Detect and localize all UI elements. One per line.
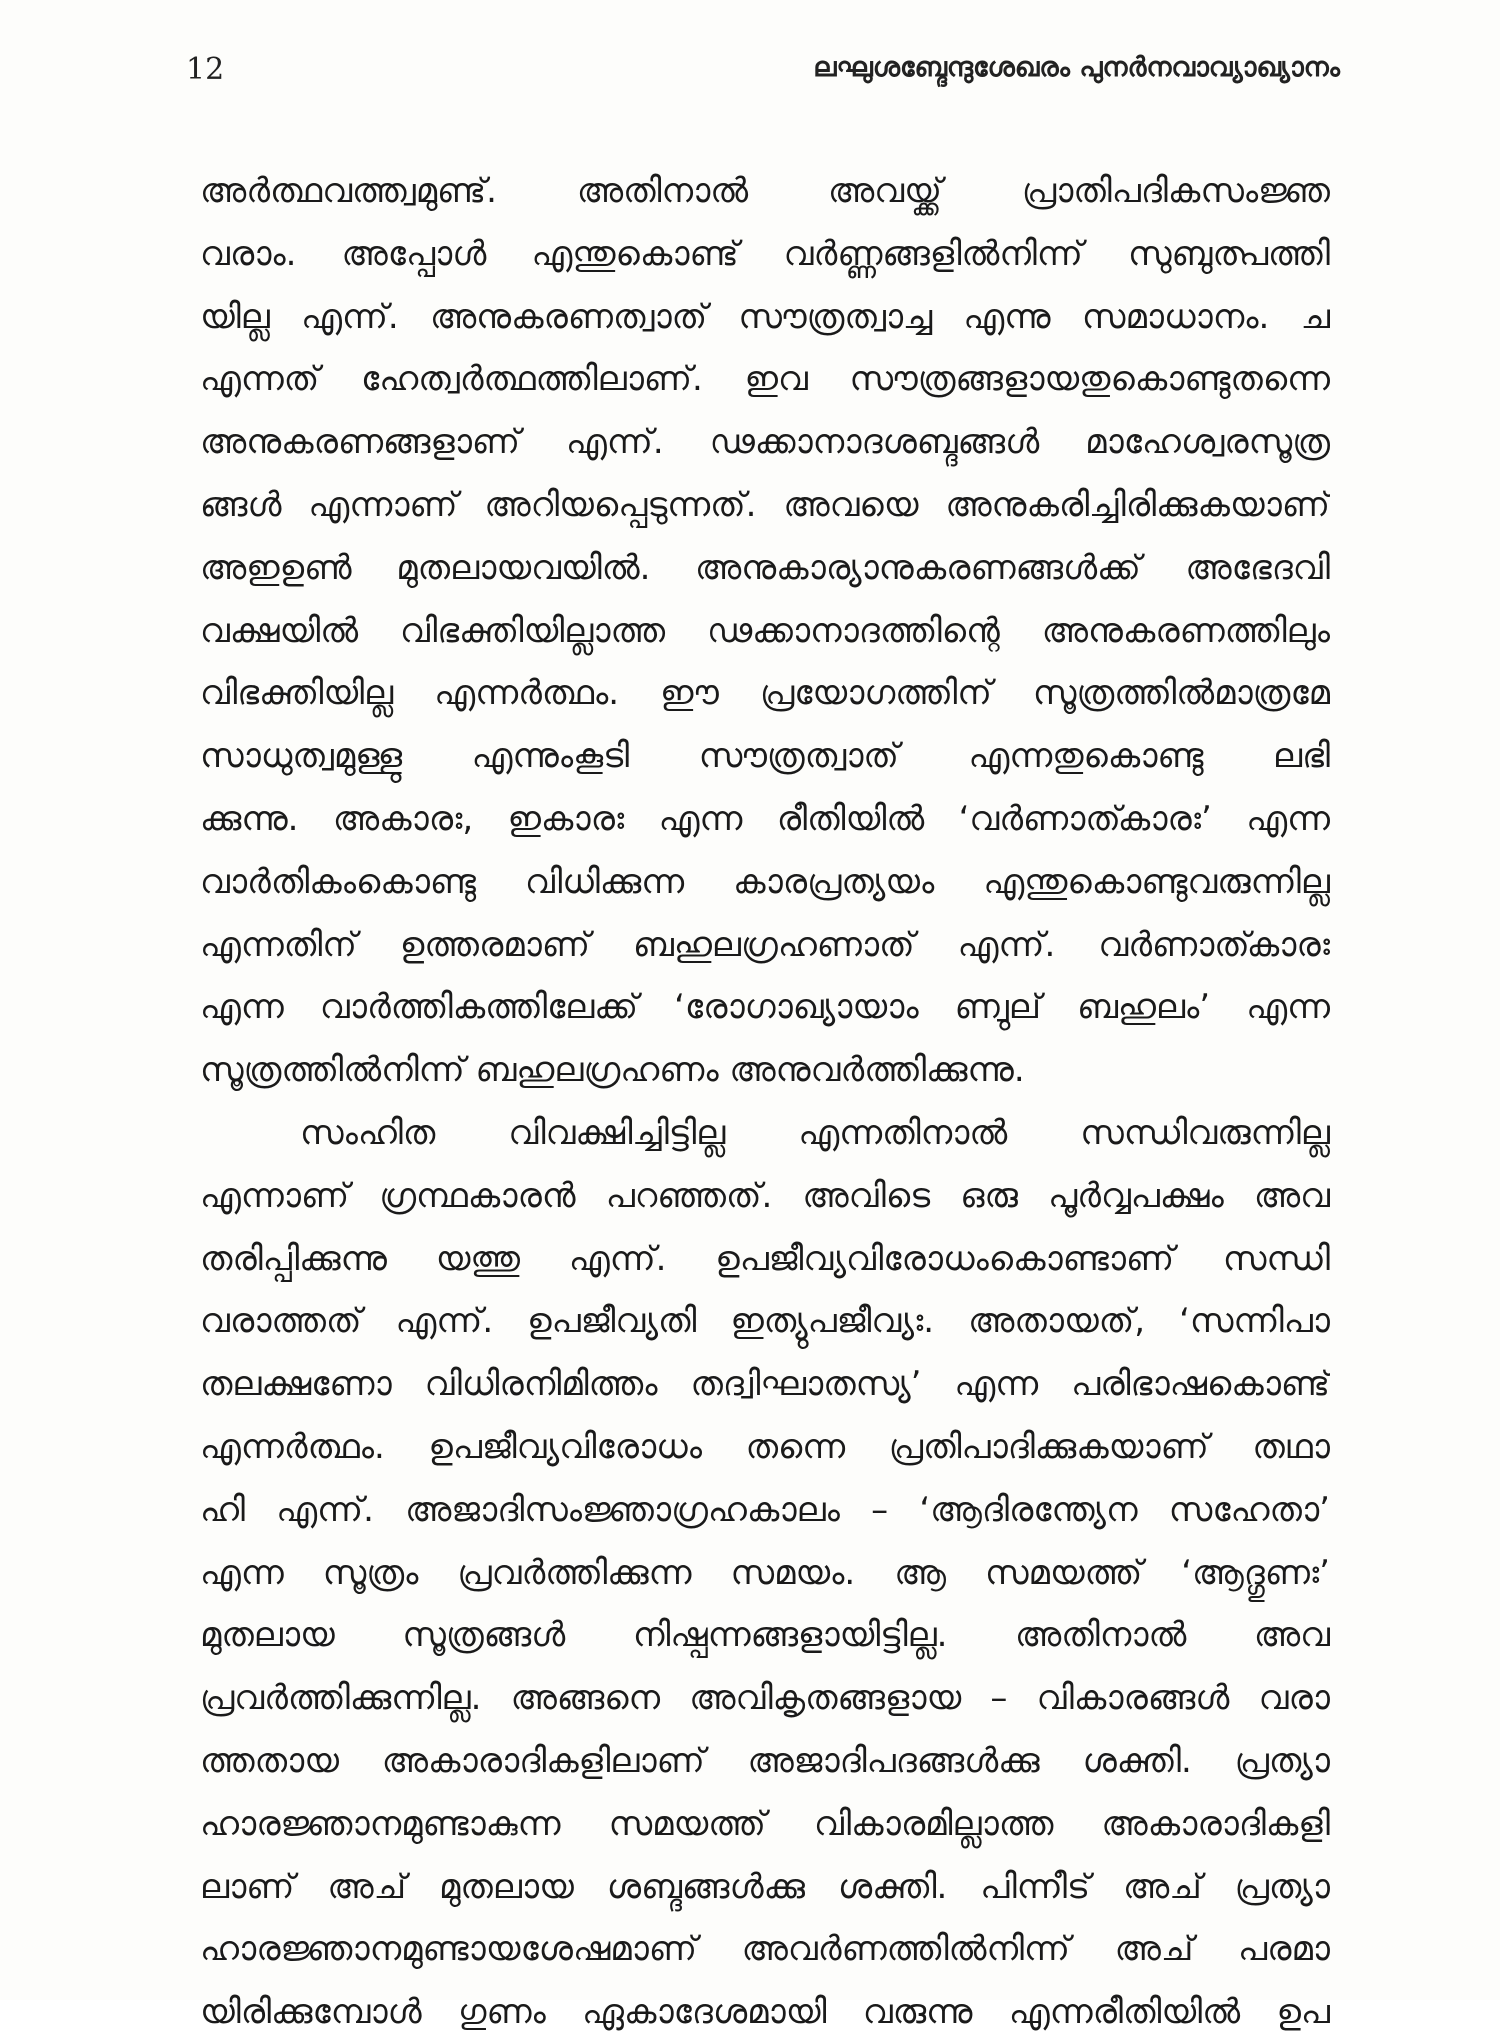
paragraph-end-line: സൂത്രത്തിൽനിന്ന് ബഹുലഗ്രഹണം അനുവർത്തിക്കുന്നു. <box>200 1050 1025 1091</box>
paragraph-start-line: സംഹിത വിവക്ഷിച്ചിട്ടില്ല എന്നതിനാൽ സന്ധിവരുന്നില്ല <box>300 1112 1330 1153</box>
text-line: അഇഉൺ മുതലായവയിൽ. അനുകാര്യാനുകരണങ്ങൾക്ക് അഭേദവി <box>200 547 1330 588</box>
page-number: 12 <box>186 52 225 87</box>
text-line: ക്കുന്നു. അകാരഃ, ഇകാരഃ എന്ന രീതിയിൽ ‘വർണാത്കാരഃ’ എന്ന <box>200 798 1330 839</box>
text-line: എന്ന വാർത്തികത്തിലേക്ക് ‘രോഗാഖ്യായാം ണ്വുല് ബഹുലം’ എന്ന <box>200 987 1330 1028</box>
text-line: വരാത്തത് എന്ന്. ഉപജീവ്യതി ഇത്യുപജീവ്യഃ. അതായത്, ‘സന്നിപാ <box>200 1301 1330 1342</box>
text-line: വാർതികംകൊണ്ടു വിധിക്കുന്ന കാരപ്രത്യയം എന്തുകൊണ്ടുവരുന്നില്ല <box>200 861 1330 902</box>
text-line: എന്നാണ് ഗ്രന്ഥകാരൻ പറഞ്ഞത്. അവിടെ ഒരു പൂർവ്വപക്ഷം അവ <box>200 1175 1330 1216</box>
text-line: യിരിക്കുമ്പോൾ ഗുണം ഏകാദേശമായി വരുന്നു എന്നരീതിയിൽ ഉപ <box>200 1992 1330 2033</box>
text-line: വരാം. അപ്പോൾ എന്തുകൊണ്ട് വർണ്ണങ്ങളിൽനിന്ന് സുബുത്പത്തി <box>200 233 1330 274</box>
text-line: വിഭക്തിയില്ല എന്നർത്ഥം. ഈ പ്രയോഗത്തിന് സൂത്രത്തിൽമാത്രമേ <box>200 673 1330 714</box>
text-line: ലാണ് അച് മുതലായ ശബ്ദങ്ങൾക്കു ശക്തി. പിന്നീട് അച് പ്രത്യാ <box>200 1866 1330 1907</box>
text-line: തലക്ഷണോ വിധിരനിമിത്തം തദ്വിഘാതസ്യ’ എന്ന പരിഭാഷകൊണ്ട് <box>200 1364 1330 1405</box>
text-line: സാധുത്വമുള്ളു എന്നുംകൂടി സൗത്രത്വാത് എന്നതുകൊണ്ടു ലഭി <box>200 736 1330 777</box>
text-line: പ്രവർത്തിക്കുന്നില്ല. അങ്ങനെ അവികൃതങ്ങളായ – വികാരങ്ങൾ വരാ <box>200 1678 1330 1719</box>
running-head: ലഘുശബ്ദേന്ദുശേഖരം പുനർനവാവ്യാഖ്യാനം <box>813 52 1340 83</box>
text-line: എന്നത് ഹേത്വർത്ഥത്തിലാണ്. ഇവ സൗത്രങ്ങളായതുകൊണ്ടുതന്നെ <box>200 359 1330 400</box>
text-line: ത്തതായ അകാരാദികളിലാണ് അജാദിപദങ്ങൾക്കു ശക്തി. പ്രത്യാ <box>200 1740 1330 1781</box>
text-line: എന്നതിന് ഉത്തരമാണ് ബഹുലഗ്രഹണാത് എന്ന്. വർണാത്കാരഃ <box>200 924 1330 965</box>
text-line: എന്ന സൂത്രം പ്രവർത്തിക്കുന്ന സമയം. ആ സമയത്ത് ‘ആദ്ഗുണഃ’ <box>200 1552 1330 1593</box>
text-line: വക്ഷയിൽ വിഭക്തിയില്ലാത്ത ഢക്കാനാദത്തിന്റെ അനുകരണത്തിലും <box>200 610 1330 651</box>
text-line: തരിപ്പിക്കുന്നു യത്തു എന്ന്. ഉപജീവ്യവിരോധംകൊണ്ടാണ് സന്ധി <box>200 1238 1330 1279</box>
text-line: മുതലായ സൂത്രങ്ങൾ നിഷ്പന്നങ്ങളായിട്ടില്ല. അതിനാൽ അവ <box>200 1615 1330 1656</box>
text-line: ഹാരജ്ഞാനമുണ്ടാകുന്ന സമയത്ത് വികാരമില്ലാത്ത അകാരാദികളി <box>200 1803 1330 1844</box>
text-line: അർത്ഥവത്ത്വമുണ്ട്. അതിനാൽ അവയ്ക്ക് പ്രാതിപദികസംജ്ഞ <box>200 171 1330 211</box>
text-line: ഹാരജ്ഞാനമുണ്ടായശേഷമാണ് അവർണത്തിൽനിന്ന് അച് പരമാ <box>200 1929 1330 1970</box>
text-line: അനുകരണങ്ങളാണ് എന്ന്. ഢക്കാനാദശബ്ദങ്ങൾ മാഹേശ്വരസൂത്ര <box>200 422 1330 463</box>
text-line: യില്ല എന്ന്. അനുകരണത്വാത് സൗത്രത്വാച്ച എന്നു സമാധാനം. ച <box>200 296 1330 337</box>
text-line: ഹി എന്ന്. അജാദിസംജ്ഞാഗ്രഹകാലം – ‘ആദിരന്ത്യേന സഹേതാ’ <box>200 1489 1330 1530</box>
text-line: എന്നർത്ഥം. ഉപജീവ്യവിരോധം തന്നെ പ്രതിപാദിക്കുകയാണ് തഥാ <box>200 1426 1330 1467</box>
body-text <box>200 160 1330 2044</box>
text-line: ങ്ങൾ എന്നാണ് അറിയപ്പെടുന്നത്. അവയെ അനുകരിച്ചിരിക്കുകയാണ് <box>200 484 1330 525</box>
